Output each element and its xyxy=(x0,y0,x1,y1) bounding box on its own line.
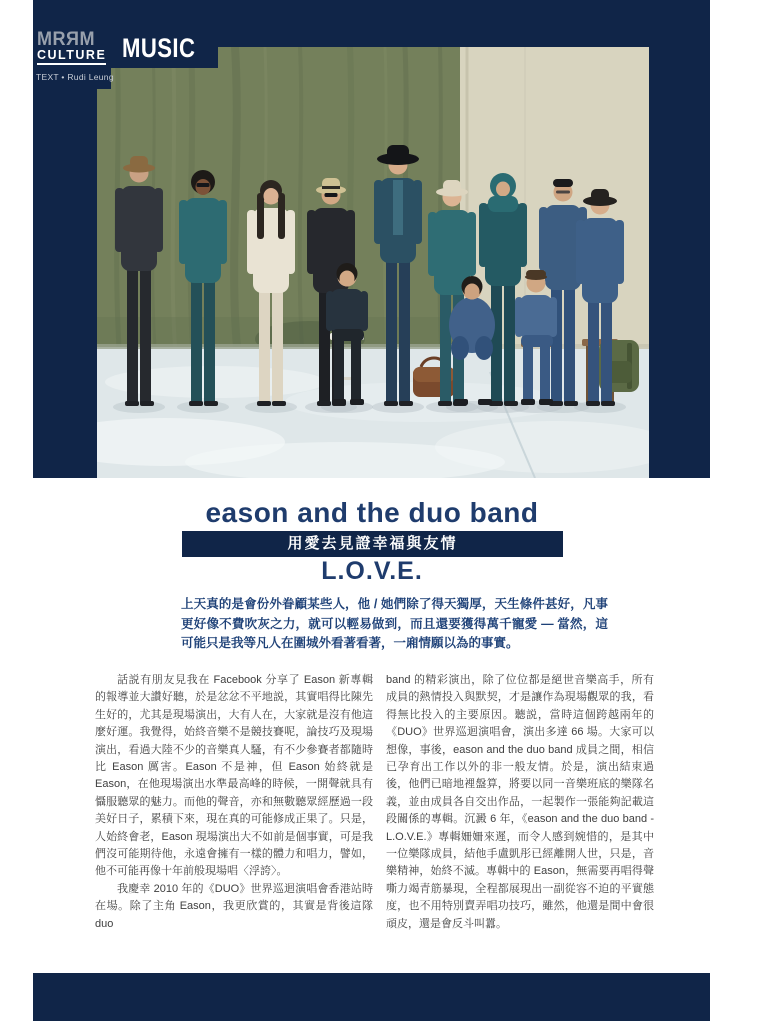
masthead xyxy=(33,0,218,68)
author-credit-strip xyxy=(33,68,114,89)
band-photo-illustration xyxy=(95,47,649,478)
body-paragraph-1: 話説有朋友見我在 Facebook 分享了 Eason 新專輯的報導並大讚好聽，於是忿忿不平地説，其實唱得比陳先生好的，尤其是現場演出，大有人在，大家就是沒有他這麼好運。我覺得，始終音樂不是競技賽呢，論技巧及現場演出，看過大陸不少的音樂真人騷，有不少參賽者都隨時比 Eason 厲害。Eason 不是神，但 Eason 始終就是 Eason，在他現場演出水準最高峰的時候，一開聲就具有懾服聽眾的魅力。而他的聲音，亦和無數聽眾經歷過一段美好日子，累積下來，現在真的可能修成正果了。只是，人始終會老，Eason 現場演出大不如前是個事實，可是我們沒可能期待他，永遠會擁有一樣的體力和唱力，譬如，他不可能再像十年前般現場唱〈浮誇〉。 xyxy=(95,674,373,878)
body-column-2 xyxy=(386,672,654,933)
frame-right-bar xyxy=(649,0,710,478)
frame-bottom-band xyxy=(33,973,710,1021)
article-title: eason and the duo band xyxy=(205,497,539,528)
standfirst: 上天真的是會份外眷顧某些人，他 / 她們除了得天獨厚，天生條件甚好，凡事更好像不費吹灰之力，就可以輕易做到，而且還要獲得萬千寵愛 — 當然，這可能只是我等凡人在圍城外看著看著，一廂情願以為的事實。 xyxy=(181,597,608,650)
brand-logo-bottom: CULTURE xyxy=(37,48,106,65)
album-title: L.O.V.E. xyxy=(321,557,423,585)
subtitle-banner xyxy=(182,531,563,557)
author-credit: TEXT • Rudi Leung xyxy=(36,72,114,82)
band-photo xyxy=(95,47,649,478)
subtitle-banner-text: 用愛去見證幸福與友情 xyxy=(287,535,458,552)
body-column-1 xyxy=(95,672,373,933)
body-paragraph-2: 我慶幸 2010 年的《DUO》世界巡迴演唱會香港站時在場。除了主角 Eason，我更欣賞的，其實是背後這隊 duo xyxy=(95,882,373,930)
section-label: MUSIC xyxy=(122,33,196,63)
brand-logo-top: MRЯM xyxy=(37,29,95,50)
body-paragraph-2-continued: band 的精彩演出，除了位位都是絕世音樂高手，所有成員的熱情投入與默契，才是讓作為現場觀眾的我，看得無比投入的主要原因。聽説，當時這個跨越兩年的《DUO》世界巡迴演唱會，演出多達 66 場。大家可以想像，事後，eason and the duo band 成員之間，相信已孕育出工作以外的非一般友情。於是，演出結束過後，他們已暗地裡盤算，將要以同一音樂班底的樂隊名義，並由成員各自交出作品，一起製作一張能夠記載這段關係的專輯。沉澱 6 年，《eason and the duo band - L.O.V.E.》專輯姍姍來遲，而令人感到婉惜的，是其中一位樂隊成員，結他手盧凱彤已經離開人世，只是，音樂精神，始終不滅。專輯中的 Eason，無需要再唱得聲嘶力竭青筋暴現，全程都展現出一副從容不迫的平實態度，也不用特別賣弄唱功技巧，雖然，他還是間中會很頑皮，還是會反斗叫囂。 xyxy=(386,674,654,930)
